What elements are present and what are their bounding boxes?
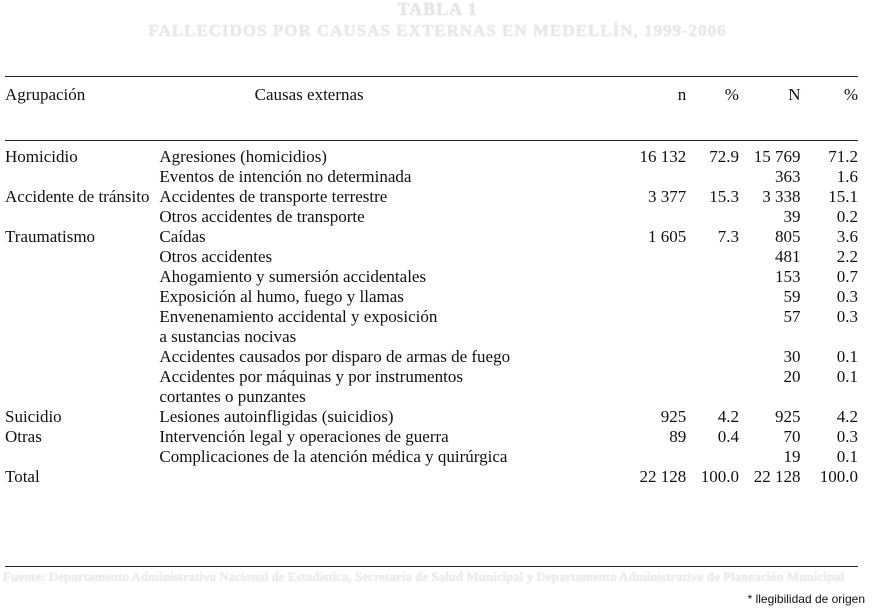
group-cell: Homicidio xyxy=(5,147,78,166)
group-cell xyxy=(5,347,159,367)
cause-cell xyxy=(159,367,589,407)
table-row xyxy=(5,147,858,167)
data-table xyxy=(5,85,858,487)
cause-cell: Intervención legal y operaciones de guerra xyxy=(159,427,449,446)
cause-cell: Caídas xyxy=(159,227,206,246)
pct-N-cell: 15.1 xyxy=(828,187,858,206)
group-cell xyxy=(5,267,159,287)
n-cell xyxy=(589,287,686,307)
group-cell xyxy=(5,287,159,307)
cause-cell: Agresiones (homicidios) xyxy=(159,147,327,166)
source-note: Fuente: Departamento Administrativo Nacional de Estadística, Secretaría de Salud Municipal y Departamento Administrativo de Planeación Municipal xyxy=(3,569,845,584)
cause-cell xyxy=(159,307,589,347)
n-cell: 3 377 xyxy=(647,187,687,206)
cause-line-1: Envenenamiento accidental y exposición xyxy=(159,307,438,326)
cause-cell: Exposición al humo, fuego y llamas xyxy=(159,287,404,306)
pct-n-cell: 72.9 xyxy=(709,147,739,166)
table-row xyxy=(5,247,858,267)
N-cell: 30 xyxy=(783,347,801,366)
cause-cell: Ahogamiento y sumersión accidentales xyxy=(159,267,427,286)
pct-N-cell: 0.1 xyxy=(836,367,858,386)
pct-N-cell: 1.6 xyxy=(836,167,858,186)
total-pct-N: 100.0 xyxy=(819,467,858,486)
group-cell: Traumatismo xyxy=(5,227,96,246)
total-N: 22 128 xyxy=(753,467,801,486)
cause-cell: Lesiones autoinfligidas (suicidios) xyxy=(159,407,394,426)
group-cell xyxy=(5,207,159,227)
N-cell: 481 xyxy=(775,247,801,266)
N-cell: 363 xyxy=(775,167,801,186)
header-cause: Causas externas xyxy=(254,85,364,104)
group-cell xyxy=(5,247,159,267)
header-pct-N: % xyxy=(843,85,858,104)
header-N: N xyxy=(788,85,801,104)
pct-N-cell: 3.6 xyxy=(836,227,858,246)
N-cell: 19 xyxy=(783,447,801,466)
n-cell xyxy=(589,267,686,287)
group-cell: Otras xyxy=(5,427,42,446)
pct-n-cell xyxy=(686,167,739,187)
n-cell xyxy=(589,207,686,227)
N-cell: 153 xyxy=(775,267,801,286)
group-cell xyxy=(5,307,159,347)
pct-n-cell xyxy=(686,207,739,227)
table-row xyxy=(5,267,858,287)
pct-N-cell: 0.7 xyxy=(836,267,858,286)
cause-line-2: cortantes o punzantes xyxy=(159,387,306,406)
pct-n-cell: 0.4 xyxy=(717,427,739,446)
pct-n-cell: 15.3 xyxy=(709,187,739,206)
pct-N-cell: 0.3 xyxy=(836,307,858,326)
header-pct-n: % xyxy=(724,85,739,104)
N-cell: 57 xyxy=(783,307,801,326)
pct-n-cell xyxy=(686,367,739,407)
cause-line-2: a sustancias nocivas xyxy=(159,327,297,346)
group-cell xyxy=(5,447,159,467)
pct-n-cell xyxy=(686,347,739,367)
table-number: TABLA 1 xyxy=(397,0,478,19)
table-caption: FALLECIDOS POR CAUSAS EXTERNAS EN MEDELLÍN, 1999-2006 xyxy=(148,21,727,40)
pct-N-cell: 0.3 xyxy=(836,287,858,306)
table-row xyxy=(5,187,858,207)
pct-N-cell: 4.2 xyxy=(836,407,858,426)
table-row xyxy=(5,427,858,447)
group-cell xyxy=(5,367,159,407)
N-cell: 70 xyxy=(783,427,801,446)
table-row xyxy=(5,287,858,307)
n-cell xyxy=(589,307,686,347)
total-row xyxy=(5,467,858,487)
group-cell: Accidente de tránsito xyxy=(5,187,150,206)
total-label: Total xyxy=(5,467,40,486)
n-cell xyxy=(589,347,686,367)
table-row xyxy=(5,407,858,427)
N-cell: 39 xyxy=(783,207,801,226)
N-cell: 925 xyxy=(775,407,801,426)
pct-n-cell xyxy=(686,447,739,467)
pct-N-cell: 0.3 xyxy=(836,427,858,446)
pct-n-cell: 7.3 xyxy=(717,227,739,246)
pct-N-cell: 0.1 xyxy=(836,347,858,366)
pct-n-cell xyxy=(686,307,739,347)
pct-n-cell xyxy=(686,267,739,287)
pct-n-cell xyxy=(686,247,739,267)
total-pct-n: 100.0 xyxy=(700,467,739,486)
total-n: 22 128 xyxy=(639,467,687,486)
cause-cell: Accidentes de transporte terrestre xyxy=(159,187,388,206)
cause-cell: Otros accidentes xyxy=(159,247,273,266)
table-title xyxy=(0,0,875,40)
n-cell xyxy=(589,367,686,407)
table-row xyxy=(5,447,858,467)
N-cell: 59 xyxy=(783,287,801,306)
table-row xyxy=(5,207,858,227)
n-cell xyxy=(589,167,686,187)
N-cell: 3 338 xyxy=(762,187,801,206)
n-cell xyxy=(589,447,686,467)
pct-N-cell: 0.1 xyxy=(836,447,858,466)
total-cause-cell xyxy=(159,467,589,487)
cause-cell: Otros accidentes de transporte xyxy=(159,207,365,226)
N-cell: 805 xyxy=(775,227,801,246)
legibility-note: * llegibilidad de origen xyxy=(747,592,865,606)
N-cell: 20 xyxy=(783,367,801,386)
header-n: n xyxy=(677,85,687,104)
cause-cell: Accidentes causados por disparo de armas de fuego xyxy=(159,347,511,366)
table-row xyxy=(5,367,858,407)
cause-cell: Eventos de intención no determinada xyxy=(159,167,412,186)
table-row xyxy=(5,227,858,247)
group-cell: Suicidio xyxy=(5,407,62,426)
table-row xyxy=(5,347,858,367)
pct-n-cell: 4.2 xyxy=(717,407,739,426)
pct-n-cell xyxy=(686,287,739,307)
pct-N-cell: 2.2 xyxy=(836,247,858,266)
n-cell: 925 xyxy=(660,407,687,426)
cause-cell: Complicaciones de la atención médica y quirúrgica xyxy=(159,447,508,466)
table-row xyxy=(5,167,858,187)
top-rule xyxy=(5,76,858,77)
header-row xyxy=(5,85,858,131)
bottom-rule xyxy=(5,566,858,567)
n-cell: 1 605 xyxy=(647,227,687,246)
group-cell xyxy=(5,167,159,187)
n-cell xyxy=(589,247,686,267)
N-cell: 15 769 xyxy=(753,147,801,166)
pct-N-cell: 0.2 xyxy=(836,207,858,226)
cause-line-1: Accidentes por máquinas y por instrumentos xyxy=(159,367,463,386)
table-row xyxy=(5,307,858,347)
header-group: Agrupación xyxy=(5,85,86,104)
n-cell: 89 xyxy=(669,427,687,446)
n-cell: 16 132 xyxy=(639,147,687,166)
pct-N-cell: 71.2 xyxy=(828,147,858,166)
